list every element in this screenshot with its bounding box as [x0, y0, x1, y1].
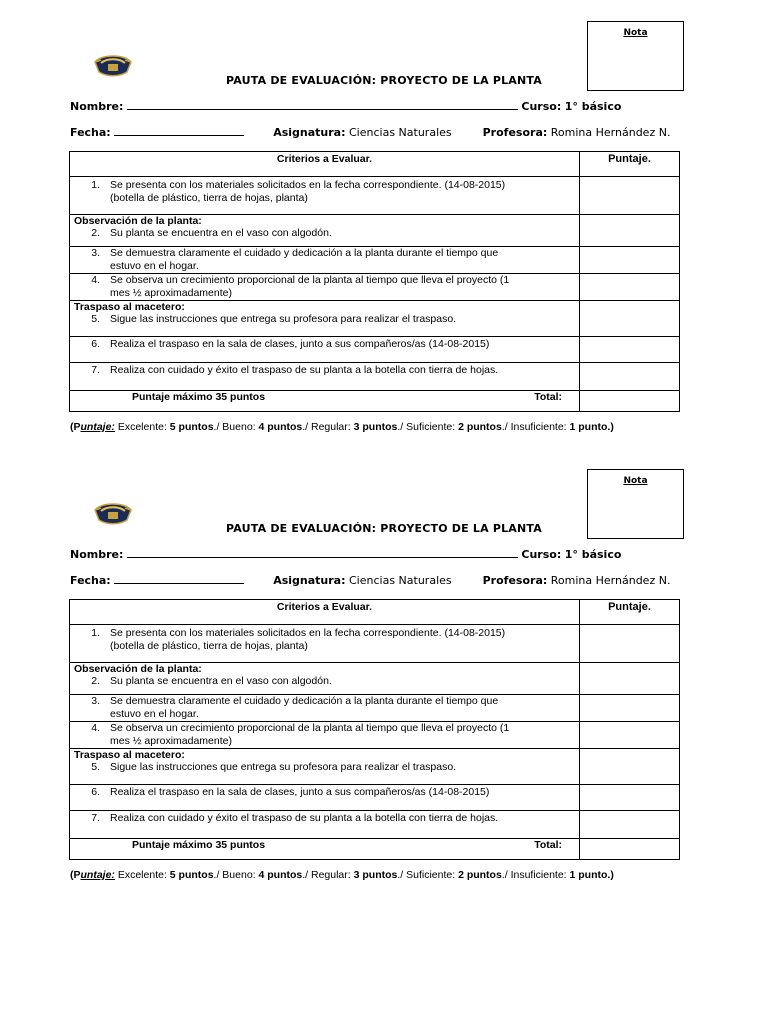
- criterion-text: estuvo en el hogar.: [110, 708, 199, 720]
- criterion-text: estuvo en el hogar.: [110, 260, 199, 272]
- score-cell[interactable]: [580, 811, 680, 839]
- criterion-6: [70, 337, 580, 363]
- section-heading: Traspaso al macetero:: [74, 301, 185, 313]
- scoring-legend: [70, 869, 614, 881]
- criteria-table: [69, 599, 680, 860]
- criterion-text: Se presenta con los materiales solicitados en la fecha correspondiente. (14-08-2015): [110, 179, 506, 191]
- item-number: 2.: [91, 227, 100, 239]
- legend-excelente-pts: 5 puntos: [169, 869, 214, 881]
- criterion-2: [70, 215, 580, 247]
- legend-excelente: Excelente:: [114, 421, 170, 433]
- criterion-6: [70, 785, 580, 811]
- table-row: [70, 785, 680, 811]
- legend-excelente: Excelente:: [114, 869, 170, 881]
- asignatura-value: Ciencias Naturales: [349, 574, 452, 587]
- legend-puntaje: untaje:: [80, 421, 115, 433]
- item-number: 1.: [91, 627, 100, 639]
- evaluation-sheet: [0, 0, 768, 448]
- nota-label: Nota: [623, 476, 648, 486]
- criterion-3: [70, 247, 580, 274]
- score-cell[interactable]: [580, 749, 680, 785]
- section-heading: Observación de la planta:: [74, 663, 202, 675]
- nombre-label: Nombre:: [70, 100, 124, 113]
- table-row: [70, 811, 680, 839]
- score-cell[interactable]: [580, 274, 680, 301]
- table-row: [70, 695, 680, 722]
- table-row: [70, 177, 680, 215]
- puntaje-header: Puntaje.: [580, 600, 680, 625]
- asignatura-label: Asignatura:: [273, 574, 346, 587]
- curso-label: Curso:: [521, 100, 562, 113]
- criterion-7: [70, 811, 580, 839]
- footer-cell: [70, 839, 580, 860]
- table-header-row: [70, 600, 680, 625]
- legend-insuficiente: ./ Insuficiente:: [501, 421, 570, 433]
- table-row: [70, 363, 680, 391]
- criterion-text: Realiza el traspaso en la sala de clases, junto a sus compañeros/as (14-08-2015): [110, 338, 490, 350]
- criterios-header: Criterios a Evaluar.: [70, 600, 580, 625]
- nombre-curso-line: [70, 548, 621, 561]
- fecha-field[interactable]: [114, 574, 244, 584]
- legend-regular: ./ Regular:: [302, 869, 354, 881]
- legend-puntaje: untaje:: [80, 869, 115, 881]
- legend-close: ): [610, 869, 614, 881]
- criterion-text: Su planta se encuentra en el vaso con algodón.: [110, 227, 332, 239]
- criterion-1: [70, 177, 580, 215]
- asignatura-value: Ciencias Naturales: [349, 126, 452, 139]
- score-cell[interactable]: [580, 695, 680, 722]
- profesora-label: Profesora:: [482, 574, 548, 587]
- criterion-5: [70, 749, 580, 785]
- criterion-text: (botella de plástico, tierra de hojas, planta): [110, 192, 308, 204]
- curso-label: Curso:: [521, 548, 562, 561]
- fecha-line: [70, 574, 670, 587]
- legend-bueno-pts: 4 puntos: [258, 421, 303, 433]
- criterion-3: [70, 695, 580, 722]
- legend-excelente-pts: 5 puntos: [169, 421, 214, 433]
- table-footer-row: [70, 391, 680, 412]
- legend-suficiente-pts: 2 puntos: [458, 421, 502, 433]
- legend-bueno: ./ Bueno:: [213, 421, 259, 433]
- legend-open: (P: [70, 421, 81, 433]
- item-number: 7.: [91, 364, 100, 376]
- legend-suficiente: ./ Suficiente:: [397, 421, 459, 433]
- legend-open: (P: [70, 869, 81, 881]
- section-heading: Observación de la planta:: [74, 215, 202, 227]
- legend-bueno-pts: 4 puntos: [258, 869, 303, 881]
- score-cell[interactable]: [580, 337, 680, 363]
- item-number: 3.: [91, 247, 100, 259]
- legend-regular-pts: 3 puntos: [353, 421, 398, 433]
- criterios-header: Criterios a Evaluar.: [70, 152, 580, 177]
- footer-cell: [70, 391, 580, 412]
- item-number: 3.: [91, 695, 100, 707]
- max-score-label: Puntaje máximo 35 puntos: [132, 839, 266, 851]
- document-title: PAUTA DE EVALUACIÓN: PROYECTO DE LA PLANTA: [225, 522, 542, 535]
- criterion-text: mes ½ aproximadamente): [110, 287, 232, 299]
- score-cell[interactable]: [580, 363, 680, 391]
- evaluation-sheet: [0, 448, 768, 896]
- total-score-cell[interactable]: [580, 391, 680, 412]
- curso-value: 1° básico: [564, 548, 622, 561]
- document-title: PAUTA DE EVALUACIÓN: PROYECTO DE LA PLANTA: [225, 74, 542, 87]
- profesora-value: Romina Hernández N.: [550, 574, 671, 587]
- legend-insuficiente: ./ Insuficiente:: [501, 869, 570, 881]
- item-number: 4.: [91, 722, 100, 734]
- total-label: Total:: [534, 839, 562, 851]
- item-number: 6.: [91, 338, 100, 350]
- section-heading: Traspaso al macetero:: [74, 749, 185, 761]
- score-cell[interactable]: [580, 177, 680, 215]
- table-row: [70, 722, 680, 749]
- criterion-text: Se demuestra claramente el cuidado y dedicación a la planta durante el tiempo que: [110, 695, 499, 707]
- item-number: 2.: [91, 675, 100, 687]
- legend-close: ): [610, 421, 614, 433]
- criterion-2: [70, 663, 580, 695]
- total-score-cell[interactable]: [580, 839, 680, 860]
- score-cell[interactable]: [580, 301, 680, 337]
- legend-regular-pts: 3 puntos: [353, 869, 398, 881]
- item-number: 5.: [91, 761, 100, 773]
- criterion-text: Realiza con cuidado y éxito el traspaso de su planta a la botella con tierra de hojas.: [110, 364, 499, 376]
- table-row: [70, 215, 680, 247]
- criterion-text: Sigue las instrucciones que entrega su profesora para realizar el traspaso.: [110, 761, 457, 773]
- puntaje-header: Puntaje.: [580, 152, 680, 177]
- table-row: [70, 274, 680, 301]
- table-row: [70, 625, 680, 663]
- legend-insuficiente-pts: 1 punto.: [569, 869, 611, 881]
- score-cell[interactable]: [580, 663, 680, 695]
- max-score-label: Puntaje máximo 35 puntos: [132, 391, 266, 403]
- table-footer-row: [70, 839, 680, 860]
- table-row: [70, 301, 680, 337]
- score-cell[interactable]: [580, 215, 680, 247]
- criterion-4: [70, 722, 580, 749]
- item-number: 1.: [91, 179, 100, 191]
- table-row: [70, 663, 680, 695]
- legend-regular: ./ Regular:: [302, 421, 354, 433]
- legend-suficiente-pts: 2 puntos: [458, 869, 502, 881]
- criterion-text: Sigue las instrucciones que entrega su profesora para realizar el traspaso.: [110, 313, 457, 325]
- item-number: 6.: [91, 786, 100, 798]
- score-cell[interactable]: [580, 785, 680, 811]
- nota-label: Nota: [623, 28, 648, 38]
- criterion-1: [70, 625, 580, 663]
- table-row: [70, 247, 680, 274]
- fecha-field[interactable]: [114, 126, 244, 136]
- criterion-7: [70, 363, 580, 391]
- score-cell[interactable]: [580, 247, 680, 274]
- legend-suficiente: ./ Suficiente:: [397, 869, 459, 881]
- fecha-label: Fecha:: [70, 126, 111, 139]
- score-cell[interactable]: [580, 722, 680, 749]
- legend-bueno: ./ Bueno:: [213, 869, 259, 881]
- legend-insuficiente-pts: 1 punto.: [569, 421, 611, 433]
- table-row: [70, 337, 680, 363]
- criterion-text: Se observa un crecimiento proporcional de la planta al tiempo que lleva el proyecto (1: [110, 722, 510, 734]
- table-header-row: [70, 152, 680, 177]
- criterion-text: Se presenta con los materiales solicitados en la fecha correspondiente. (14-08-2015): [110, 627, 506, 639]
- item-number: 7.: [91, 812, 100, 824]
- nombre-field[interactable]: [127, 548, 518, 558]
- curso-value: 1° básico: [564, 100, 622, 113]
- criteria-table: [69, 151, 680, 412]
- fecha-line: [70, 126, 670, 139]
- item-number: 5.: [91, 313, 100, 325]
- asignatura-label: Asignatura:: [273, 126, 346, 139]
- scoring-legend: [70, 421, 614, 433]
- table-row: [70, 749, 680, 785]
- nombre-label: Nombre:: [70, 548, 124, 561]
- criterion-text: Se demuestra claramente el cuidado y dedicación a la planta durante el tiempo que: [110, 247, 499, 259]
- criterion-text: (botella de plástico, tierra de hojas, planta): [110, 640, 308, 652]
- profesora-value: Romina Hernández N.: [550, 126, 671, 139]
- item-number: 4.: [91, 274, 100, 286]
- score-cell[interactable]: [580, 625, 680, 663]
- criterion-4: [70, 274, 580, 301]
- criterion-text: Se observa un crecimiento proporcional de la planta al tiempo que lleva el proyecto (1: [110, 274, 510, 286]
- criterion-text: Su planta se encuentra en el vaso con algodón.: [110, 675, 332, 687]
- criterion-5: [70, 301, 580, 337]
- nombre-curso-line: [70, 100, 621, 113]
- nombre-field[interactable]: [127, 100, 518, 110]
- criterion-text: mes ½ aproximadamente): [110, 735, 232, 747]
- fecha-label: Fecha:: [70, 574, 111, 587]
- criterion-text: Realiza con cuidado y éxito el traspaso de su planta a la botella con tierra de hojas.: [110, 812, 499, 824]
- profesora-label: Profesora:: [482, 126, 548, 139]
- total-label: Total:: [534, 391, 562, 403]
- criterion-text: Realiza el traspaso en la sala de clases, junto a sus compañeros/as (14-08-2015): [110, 786, 490, 798]
